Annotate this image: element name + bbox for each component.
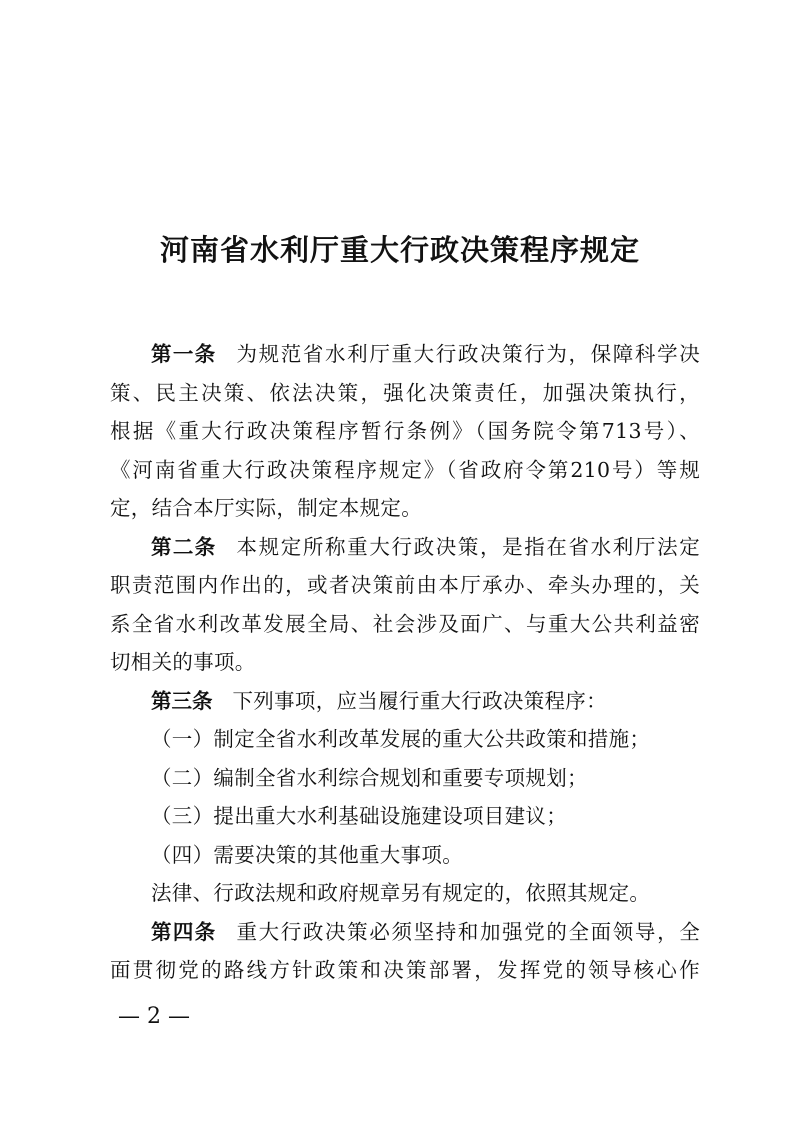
article-1-line-3: 根据《重大行政决策程序暂行条例》（国务院令第713号）、 [110,419,700,443]
article-2-line-4: 切相关的事项。 [110,650,256,674]
page-number: — 2 — [118,1004,190,1029]
article-3-intro: 下列事项，应当履行重大行政决策程序： [232,688,607,713]
article-2-line-3: 系全省水利改革发展全局、社会涉及面广、与重大公共利益密 [110,611,700,636]
document-body [110,335,700,990]
article-3-item-2: （二）编制全省水利综合规划和重要专项规划； [151,765,588,790]
article-3-closing: 法律、行政法规和政府规章另有规定的，依照其规定。 [151,881,651,905]
article-4-line-1 [110,913,700,952]
article-3-label: 第三条 [151,688,213,713]
article-3-item-4: （四）需要决策的其他重大事项。 [151,842,463,867]
article-2-text: 本规定所称重大行政决策，是指在省水利厅法定 [236,534,700,559]
article-1-label: 第一条 [151,342,217,366]
article-4-line-2: 面贯彻党的路线方针政策和决策部署，发挥党的领导核心作 [110,958,700,982]
article-1-text: 为规范省水利厅重大行政决策行为，保障科学决 [236,342,700,366]
article-2-line-1 [110,528,700,567]
article-1-line-2: 策、民主决策、依法决策，强化决策责任，加强决策执行， [110,380,700,405]
article-1-line-1 [110,335,700,374]
article-3-item-3: （三）提出重大水利基础设施建设项目建议； [151,804,567,828]
article-3-item-1: （一）制定全省水利改革发展的重大公共政策和措施； [151,727,651,751]
article-4-label: 第四条 [151,919,217,944]
document-title: 河南省水利厅重大行政决策程序规定 [159,233,640,267]
article-2-label: 第二条 [151,534,217,559]
article-1-line-4: 《河南省重大行政决策程序规定》（省政府令第210号）等规 [110,457,700,482]
article-2-line-2: 职责范围内作出的，或者决策前由本厅承办、牵头办理的，关 [110,573,700,597]
article-3-line-1 [110,682,700,721]
article-1-line-5: 定，结合本厅实际，制定本规定。 [110,496,422,520]
article-4-text: 重大行政决策必须坚持和加强党的全面领导，全 [236,919,700,944]
